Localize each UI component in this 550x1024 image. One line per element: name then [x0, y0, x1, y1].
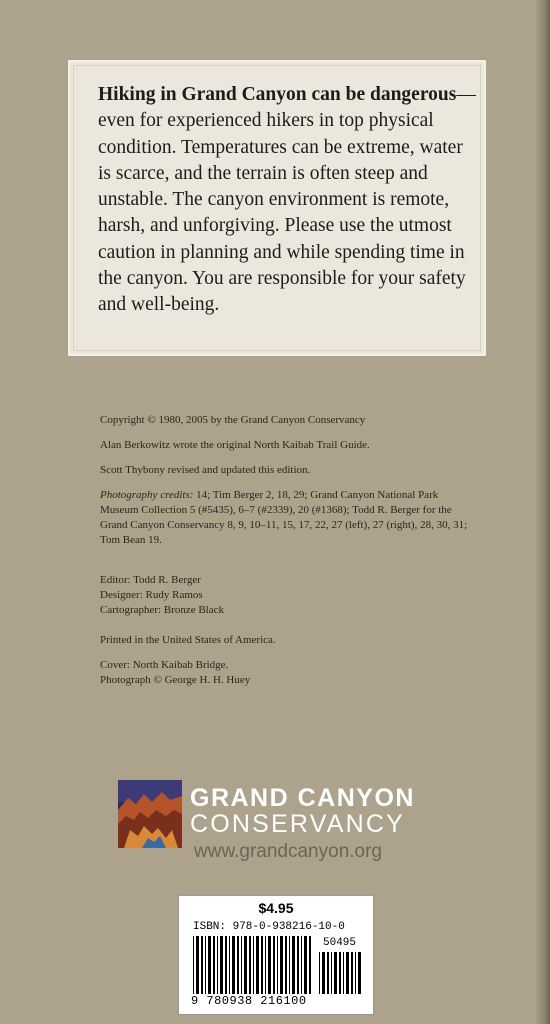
barcode-bars: [193, 936, 315, 994]
copyright-line: Copyright © 1980, 2005 by the Grand Canyon Conservancy: [100, 414, 366, 426]
canyon-logo-icon: [118, 780, 182, 848]
addon-number: 50495: [323, 937, 357, 949]
logo-url: www.grandcanyon.org: [194, 841, 382, 862]
cartographer-line: Cartographer: Bronze Black: [100, 604, 225, 616]
addon-barcode-bars: [319, 952, 363, 994]
barcode-number: 9 780938 216100: [191, 994, 307, 1008]
photograph-line: Photograph © George H. H. Huey: [100, 674, 251, 686]
warning-bold-lead: Hiking in Grand Canyon can be dangerous: [98, 84, 457, 105]
original-author-line: Alan Berkowitz wrote the original North Kaibab Trail Guide.: [100, 439, 370, 451]
photo-credits-label: Photography credits:: [100, 489, 194, 501]
credits-block: [100, 413, 470, 688]
editor-line: Editor: Todd R. Berger: [100, 574, 201, 586]
safety-warning-box: [68, 60, 486, 356]
cover-line: Cover: North Kaibab Bridge.: [100, 659, 229, 671]
barcode-label: [178, 895, 374, 1015]
logo-line1: GRAND CANYON: [190, 784, 415, 812]
isbn-text: ISBN: 978-0-938216-10-0: [193, 921, 345, 933]
price: $4.95: [258, 900, 294, 916]
printed-line: Printed in the United States of America.: [100, 634, 276, 646]
warning-body: —even for experienced hikers in top physical condition. Temperatures can be extreme, water is scarce, and the terrain is often steep and unstable. The canyon environment is remote, harsh, and unforgiving. Please use the utmost caution in planning and while spending time in the canyon. You are responsible for your safety and well-being.: [98, 84, 476, 316]
conservancy-logo: [118, 780, 458, 870]
designer-line: Designer: Rudy Ramos: [100, 589, 203, 601]
photo-credits-text: 14; Tim Berger 2, 18, 29; Grand Canyon National Park Museum Collection 5 (#5435), 6–7 (#2339), 20 (#1368); Todd R. Berger for the Grand Canyon Conservancy 8, 9, 10–11, 15, 17, 22, 27 (left), 27 (right), 28, 30, 31; Tom Bean 19.: [100, 489, 468, 546]
spine-edge: [536, 0, 550, 1024]
revised-by-line: Scott Thybony revised and updated this edition.: [100, 464, 311, 476]
photo-credits: [100, 488, 470, 548]
logo-line2: CONSERVANCY: [190, 810, 405, 838]
safety-warning-text: [98, 70, 480, 319]
